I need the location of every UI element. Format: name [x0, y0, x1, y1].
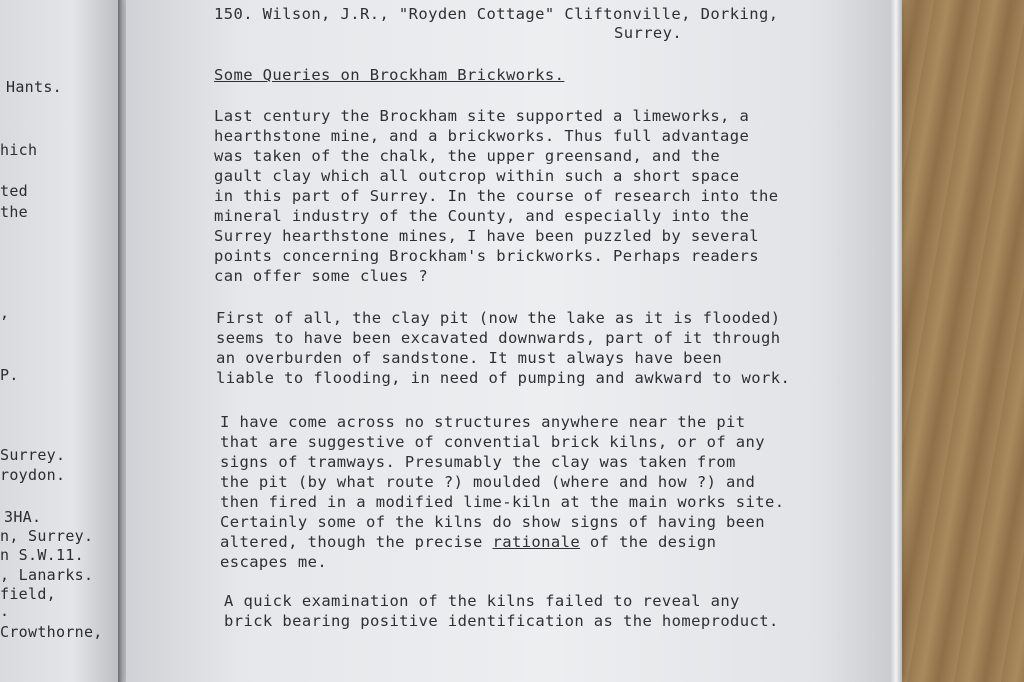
paragraph-line: signs of tramways. Presumably the clay was taken from — [220, 453, 736, 471]
left-page-line: Crowthorne, — [0, 623, 103, 641]
paragraph-line: A quick examination of the kilns failed to reveal any — [224, 592, 740, 610]
paragraph-line: liable to flooding, in need of pumping and awkward to work. — [216, 369, 791, 387]
left-page-line: ted — [0, 182, 28, 200]
paragraph-line: escapes me. — [220, 553, 328, 571]
left-page-line: . — [0, 602, 10, 620]
paragraph-line: was taken of the chalk, the upper greensand, and the — [214, 147, 721, 165]
paragraph-line: points concerning Brockham's brickworks. Perhaps readers — [214, 247, 759, 265]
paragraph-line: I have come across no structures anywhere near the pit — [220, 413, 746, 431]
paragraph-line: Last century the Brockham site supported a limeworks, a — [214, 107, 750, 125]
page-edge — [890, 0, 902, 682]
address-line: 150. Wilson, J.R., "Royden Cottage" Cliftonville, Dorking, — [214, 5, 779, 23]
left-page-line: Hants. — [6, 78, 62, 96]
paragraph-line: Certainly some of the kilns do show signs of having been — [220, 513, 765, 531]
left-page-line: the — [0, 203, 28, 221]
paragraph-text: altered, though the precise — [220, 533, 483, 551]
address-line: Surrey. — [614, 24, 683, 42]
left-page-line: roydon. — [0, 466, 66, 484]
paragraph-line: in this part of Surrey. In the course of research into the — [214, 187, 779, 205]
paragraph-line: the pit (by what route ?) moulded (where and how ?) and — [220, 473, 756, 491]
paragraph-line: gault clay which all outcrop within such a short space — [214, 167, 740, 185]
left-page-line: hich — [0, 141, 38, 159]
paragraph-line: mineral industry of the County, and especially into the — [214, 207, 750, 225]
left-page-line: n, Surrey. — [0, 527, 94, 545]
paragraph-line: that are suggestive of convential brick kilns, or of any — [220, 433, 765, 451]
paragraph-line: First of all, the clay pit (now the lake as it is flooded) — [216, 309, 781, 327]
paragraph-line: can offer some clues ? — [214, 267, 429, 285]
paragraph-line: an overburden of sandstone. It must always have been — [216, 349, 723, 367]
page-title: Some Queries on Brockham Brickworks. — [214, 66, 565, 84]
left-page-line: 3HA. — [4, 508, 42, 526]
paragraph-line: hearthstone mine, and a brickworks. Thus full advantage — [214, 127, 750, 145]
paragraph-line: Surrey hearthstone mines, I have been puzzled by several — [214, 227, 759, 245]
paragraph-line — [220, 533, 716, 551]
left-page-line: Surrey. — [0, 446, 66, 464]
left-page-line: , — [0, 304, 10, 322]
paragraph-line: brick bearing positive identification as the homeproduct. — [224, 612, 779, 630]
left-page-line: n S.W.11. — [0, 546, 84, 564]
left-page — [0, 0, 122, 682]
left-page-line: , Lanarks. — [0, 566, 94, 584]
paragraph-line: seems to have been excavated downwards, part of it through — [216, 329, 781, 347]
paragraph-text: of the design — [589, 533, 717, 551]
left-page-line: P. — [0, 366, 19, 384]
left-page-line: field, — [0, 585, 56, 603]
underlined-word: rationale — [492, 533, 581, 551]
paragraph-line: then fired in a modified lime-kiln at the main works site. — [220, 493, 785, 511]
